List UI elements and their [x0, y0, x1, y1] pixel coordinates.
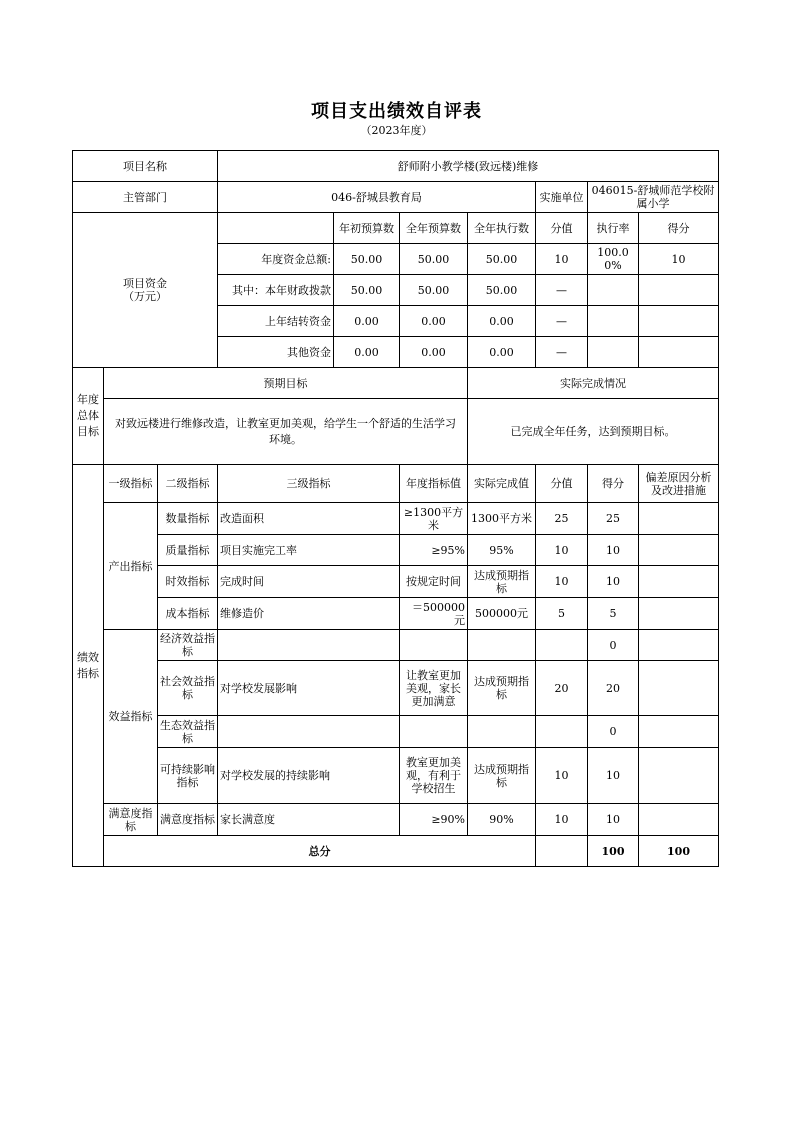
funds-label: 项目资金 （万元） [73, 213, 218, 368]
total-score: 100 [639, 836, 719, 867]
funds-cell: 10 [536, 244, 588, 275]
perf-actual: 达成预期指标 [468, 748, 536, 804]
perf-l2: 可持续影响指标 [158, 748, 218, 804]
perf-row [73, 598, 719, 630]
goal-expected-label: 预期目标 [104, 368, 468, 399]
perf-score-max: 10 [536, 535, 588, 566]
perf-l2: 满意度指标 [158, 804, 218, 836]
perf-header: 三级指标 [218, 465, 400, 503]
funds-cell [639, 337, 719, 368]
perf-target: 教室更加美观，有利于学校招生 [400, 748, 468, 804]
funds-header: 分值 [536, 213, 588, 244]
funds-row-label: 上年结转资金 [218, 306, 334, 337]
total-empty [536, 836, 588, 867]
perf-l3: 改造面积 [218, 503, 400, 535]
perf-header: 得分 [588, 465, 639, 503]
funds-row-label: 其他资金 [218, 337, 334, 368]
funds-cell: 0.00 [334, 306, 400, 337]
funds-header: 执行率 [588, 213, 639, 244]
funds-cell: — [536, 275, 588, 306]
funds-cell: 0.00 [468, 306, 536, 337]
funds-cell: — [536, 306, 588, 337]
evaluation-table [72, 150, 719, 867]
perf-deviation [639, 748, 719, 804]
effect-indicator-label: 效益指标 [104, 630, 158, 804]
perf-deviation [639, 804, 719, 836]
perf-l3: 对学校发展的持续影响 [218, 748, 400, 804]
perf-actual: 90% [468, 804, 536, 836]
funds-row-label: 其中：本年财政拨款 [218, 275, 334, 306]
goal-actual: 已完成全年任务，达到预期目标。 [468, 399, 719, 465]
perf-score: 0 [588, 716, 639, 748]
dept-value: 046-舒城县教育局 [218, 182, 536, 213]
funds-cell: 50.00 [334, 244, 400, 275]
perf-score: 0 [588, 630, 639, 661]
project-name-value: 舒师附小教学楼(致远楼)维修 [218, 151, 719, 182]
dept-label: 主管部门 [73, 182, 218, 213]
perf-row [73, 566, 719, 598]
perf-score: 10 [588, 748, 639, 804]
perf-row [73, 716, 719, 748]
funds-cell [639, 275, 719, 306]
perf-l2: 数量指标 [158, 503, 218, 535]
perf-l2: 社会效益指标 [158, 661, 218, 716]
perf-score: 10 [588, 535, 639, 566]
perf-deviation [639, 535, 719, 566]
funds-cell: 0.00 [468, 337, 536, 368]
perf-deviation [639, 716, 719, 748]
funds-header-empty [218, 213, 334, 244]
funds-cell [588, 306, 639, 337]
perf-score-max: 10 [536, 566, 588, 598]
department-row [73, 182, 719, 213]
perf-actual: 达成预期指标 [468, 661, 536, 716]
perf-score-max: 25 [536, 503, 588, 535]
goal-content-row [73, 399, 719, 465]
perf-score-max: 20 [536, 661, 588, 716]
perf-score-max: 5 [536, 598, 588, 630]
perf-score: 25 [588, 503, 639, 535]
impl-label: 实施单位 [536, 182, 588, 213]
perf-l2: 质量指标 [158, 535, 218, 566]
total-row [73, 836, 719, 867]
funds-cell: — [536, 337, 588, 368]
funds-cell: 50.00 [334, 275, 400, 306]
page-title: 项目支出绩效自评表 [311, 101, 482, 122]
goal-expected: 对致远楼进行维修改造，让教室更加美观，给学生一个舒适的生活学习环境。 [104, 399, 468, 465]
funds-cell [639, 306, 719, 337]
perf-row [73, 804, 719, 836]
perf-header: 一级指标 [104, 465, 158, 503]
funds-cell: 50.00 [400, 275, 468, 306]
perf-score-max [536, 716, 588, 748]
perf-l3: 维修造价 [218, 598, 400, 630]
perf-deviation [639, 503, 719, 535]
perf-score: 5 [588, 598, 639, 630]
perf-score: 10 [588, 566, 639, 598]
perf-row [73, 503, 719, 535]
goal-label: 年度总体目标 [73, 368, 104, 465]
funds-cell [588, 275, 639, 306]
total-score-max: 100 [588, 836, 639, 867]
goal-actual-label: 实际完成情况 [468, 368, 719, 399]
perf-actual: 1300平方米 [468, 503, 536, 535]
perf-l3 [218, 630, 400, 661]
perf-header: 偏差原因分析及改进措施 [639, 465, 719, 503]
perf-target: ＝500000元 [400, 598, 468, 630]
page-subtitle: （2023年度） [360, 124, 433, 137]
perf-actual [468, 716, 536, 748]
perf-l3 [218, 716, 400, 748]
funds-cell [588, 337, 639, 368]
funds-cell: 0.00 [334, 337, 400, 368]
perf-header: 分值 [536, 465, 588, 503]
perf-deviation [639, 598, 719, 630]
perf-score-max: 10 [536, 748, 588, 804]
perf-target [400, 716, 468, 748]
perf-header-row [73, 465, 719, 503]
funds-cell: 50.00 [400, 244, 468, 275]
perf-actual: 500000元 [468, 598, 536, 630]
perf-header: 实际完成值 [468, 465, 536, 503]
funds-cell: 50.00 [468, 244, 536, 275]
funds-cell: 10 [639, 244, 719, 275]
funds-header: 全年执行数 [468, 213, 536, 244]
perf-target: ≥1300平方米 [400, 503, 468, 535]
perf-target: ≥95% [400, 535, 468, 566]
perf-l2: 经济效益指标 [158, 630, 218, 661]
funds-cell: 100.00% [588, 244, 639, 275]
perf-row [73, 661, 719, 716]
perf-target [400, 630, 468, 661]
perf-l3: 对学校发展影响 [218, 661, 400, 716]
funds-header: 得分 [639, 213, 719, 244]
total-label: 总分 [104, 836, 536, 867]
perf-row [73, 535, 719, 566]
perf-score: 10 [588, 804, 639, 836]
perf-actual: 达成预期指标 [468, 566, 536, 598]
goal-header-row [73, 368, 719, 399]
perf-score: 20 [588, 661, 639, 716]
funds-cell: 50.00 [468, 275, 536, 306]
funds-cell: 0.00 [400, 306, 468, 337]
perf-target: 按规定时间 [400, 566, 468, 598]
perf-l2: 成本指标 [158, 598, 218, 630]
impl-value: 046015-舒城师范学校附属小学 [588, 182, 719, 213]
perf-l3: 完成时间 [218, 566, 400, 598]
perf-row [73, 748, 719, 804]
perf-actual [468, 630, 536, 661]
perf-l3: 家长满意度 [218, 804, 400, 836]
perf-row [73, 630, 719, 661]
funds-header-row [73, 213, 719, 244]
satisfaction-indicator-label: 满意度指标 [104, 804, 158, 836]
perf-header: 年度指标值 [400, 465, 468, 503]
perf-deviation [639, 661, 719, 716]
perf-l2: 时效指标 [158, 566, 218, 598]
funds-row-label: 年度资金总额: [218, 244, 334, 275]
perf-score-max [536, 630, 588, 661]
funds-cell: 0.00 [400, 337, 468, 368]
perf-deviation [639, 630, 719, 661]
project-name-label: 项目名称 [73, 151, 218, 182]
output-indicator-label: 产出指标 [104, 503, 158, 630]
perf-actual: 95% [468, 535, 536, 566]
perf-target: ≥90% [400, 804, 468, 836]
perf-score-max: 10 [536, 804, 588, 836]
perf-l3: 项目实施完工率 [218, 535, 400, 566]
perf-deviation [639, 566, 719, 598]
perf-header: 二级指标 [158, 465, 218, 503]
perf-label: 绩效指标 [73, 465, 104, 867]
project-name-row [73, 151, 719, 182]
perf-target: 让教室更加美观，家长更加满意 [400, 661, 468, 716]
funds-header: 全年预算数 [400, 213, 468, 244]
funds-header: 年初预算数 [334, 213, 400, 244]
perf-l2: 生态效益指标 [158, 716, 218, 748]
